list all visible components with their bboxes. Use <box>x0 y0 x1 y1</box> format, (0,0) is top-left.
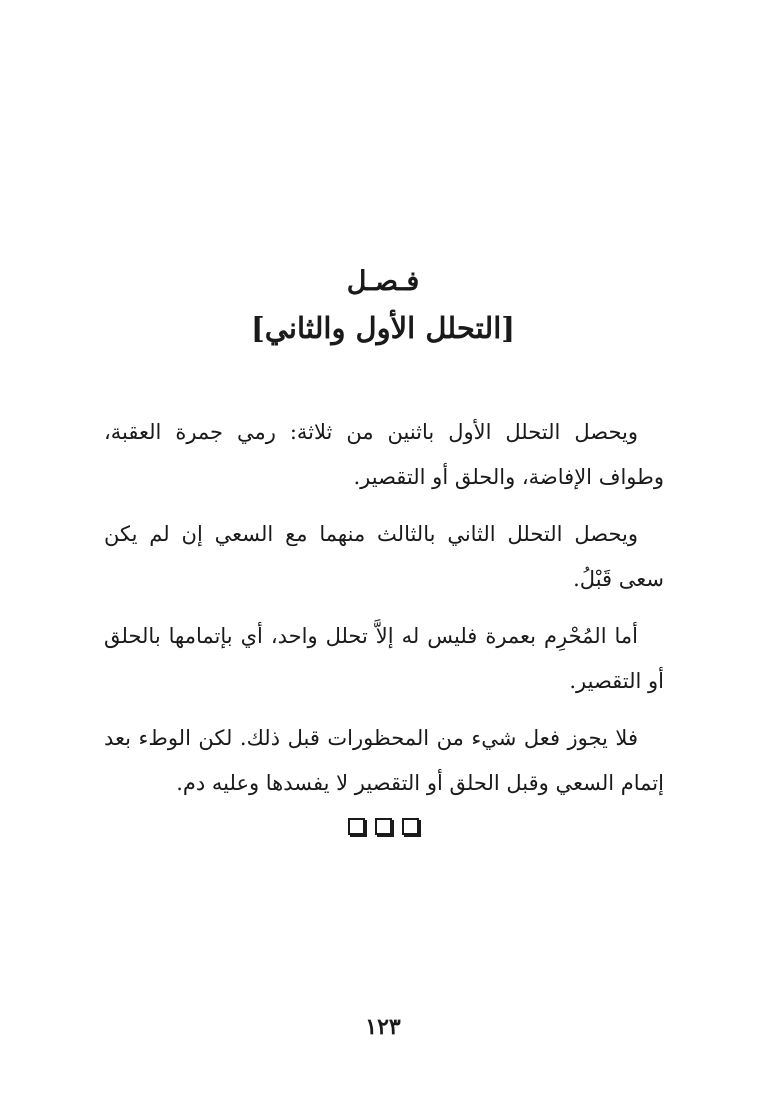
paragraph: فلا يجوز فعل شيء من المحظورات قبل ذلك. لكن الوطء بعد إتمام السعي وقبل الحلق أو التقصير لا يفسدها وعليه دم. <box>104 726 664 795</box>
body-text <box>104 410 664 818</box>
paragraph: ويحصل التحلل الأول باثنين من ثلاثة: رمي جمرة العقبة، وطواف الإفاضة، والحلق أو التقصير. <box>104 420 664 489</box>
square-box-icon <box>375 818 392 835</box>
paragraph: ويحصل التحلل الثاني بالثالث منهما مع السعي إن لم يكن سعى قَبْلُ. <box>104 522 664 591</box>
section-title: [التحلل الأول والثاني] <box>251 311 515 345</box>
page-number: ١٢٣ <box>365 1014 401 1040</box>
paragraph: أما المُحْرِم بعمرة فليس له إلاَّ تحلل واحد، أي بإتمامها بالحلق أو التقصير. <box>104 624 664 693</box>
section-separator <box>0 818 766 835</box>
section-label: فـصـل <box>346 266 420 297</box>
square-box-icon <box>348 818 365 835</box>
square-box-icon <box>402 818 419 835</box>
